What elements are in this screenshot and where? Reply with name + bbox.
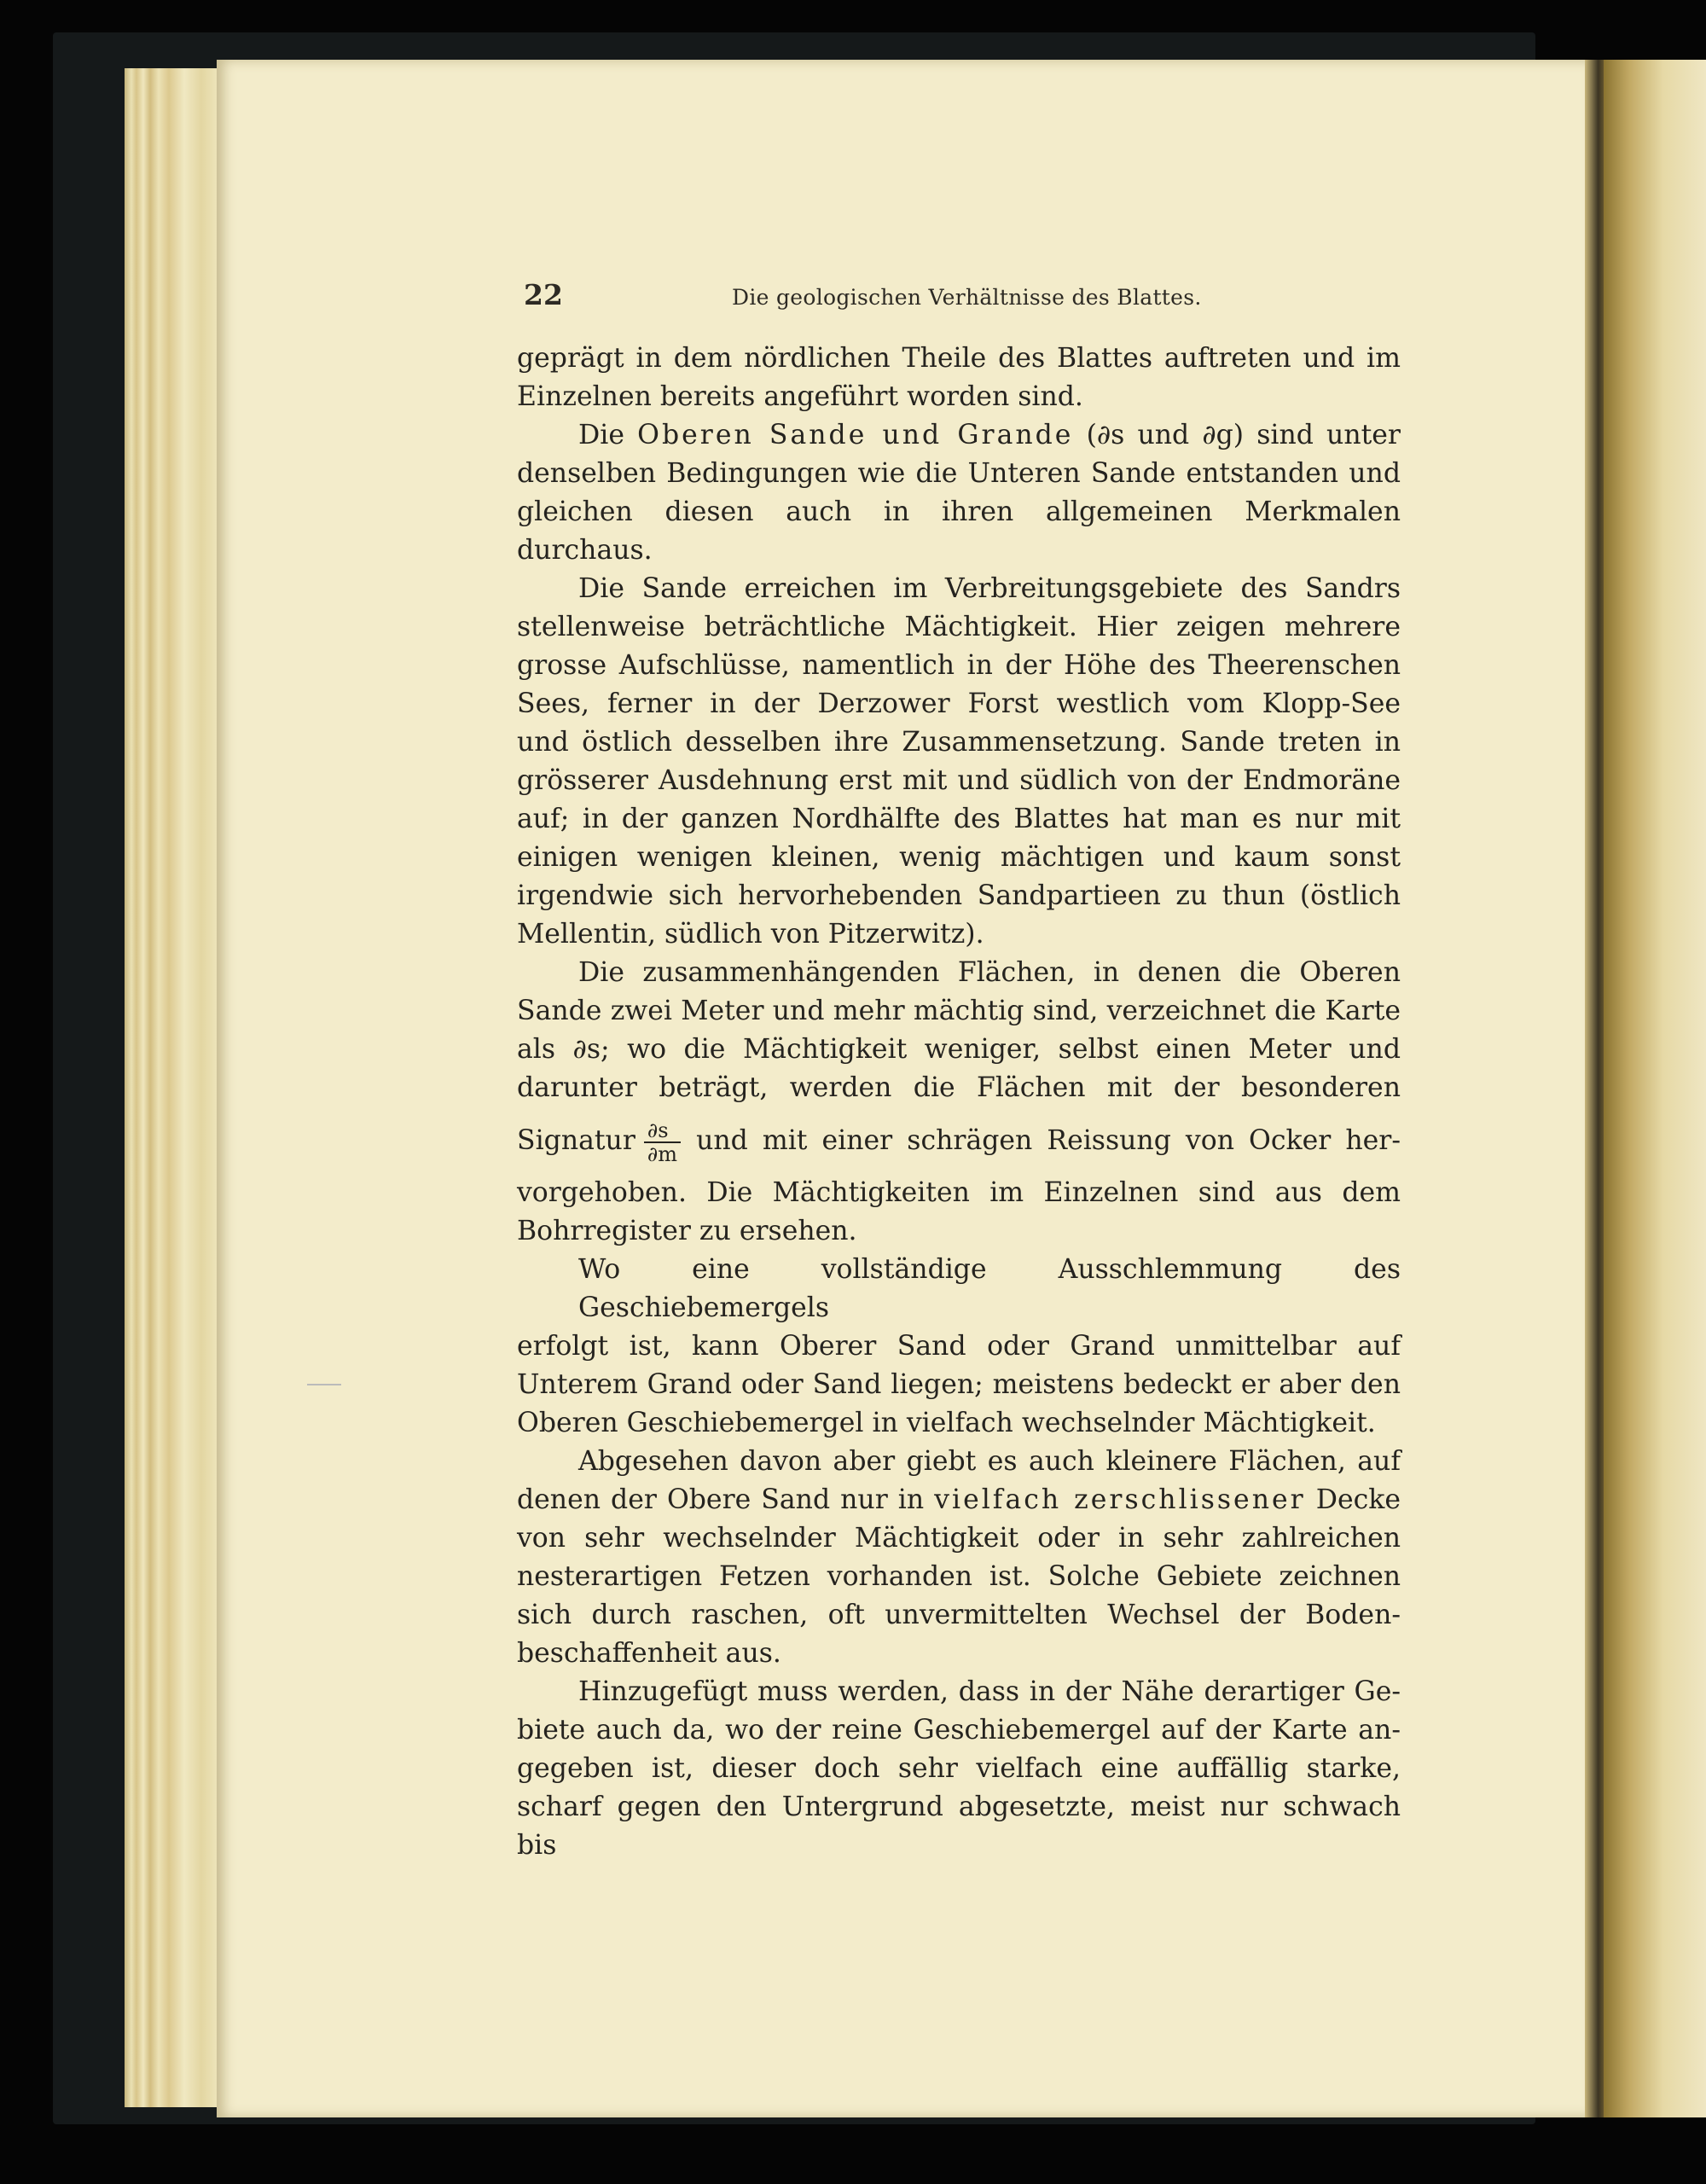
paragraph-4 — [517, 954, 1401, 1251]
text-line: vorgehoben. Die Mächtigkeiten im Einzelnen sind aus dem — [517, 1177, 1401, 1208]
text-line: beschaffenheit aus. — [517, 1638, 781, 1669]
margin-mark — [307, 1384, 341, 1385]
text-line: Sande zwei Meter und mehr mächtig sind, verzeichnet die Karte — [517, 996, 1401, 1026]
text-line: Sees, ferner in der Derzower Forst westlich vom Klopp-See — [517, 688, 1401, 719]
text-line: Abgesehen davon aber giebt es auch kleinere Flächen, auf — [578, 1446, 1401, 1477]
text-line: Einzelnen bereits angeführt worden sind. — [517, 381, 1083, 412]
text-line: biete auch da, wo der reine Geschiebemergel auf der Karte an- — [517, 1715, 1401, 1745]
text-line: Oberen Geschiebemergel in vielfach wechselnder Mächtigkeit. — [517, 1408, 1376, 1438]
text-line: darunter beträgt, werden die Flächen mit der besonderen — [517, 1072, 1401, 1103]
text-line: sich durch raschen, oft unvermittelten Wechsel der Boden- — [517, 1600, 1401, 1630]
signature-line — [517, 1107, 1401, 1174]
page-header — [520, 278, 1399, 316]
text-line — [517, 416, 1401, 455]
text-fragment: Decke — [1315, 1484, 1401, 1515]
paragraph-7 — [517, 1673, 1401, 1865]
text-line: und östlich desselben ihre Zusammensetzung. Sande treten in — [517, 727, 1401, 758]
text-line: nesterartigen Fetzen vorhanden ist. Solche Gebiete zeichnen — [517, 1561, 1401, 1592]
text-line: irgendwie sich hervorhebenden Sandpartieen zu thun (östlich — [517, 880, 1401, 911]
paragraph-5 — [517, 1251, 1401, 1443]
text-line: Die Sande erreichen im Verbreitungsgebiete des Sandrs — [578, 573, 1401, 604]
fraction-numerator: ∂s — [644, 1119, 681, 1143]
text-line: Wo eine vollständige Ausschlemmung des Geschiebemergels — [578, 1254, 1401, 1323]
text-line: grosse Aufschlüsse, namentlich in der Höhe des Theerenschen — [517, 650, 1401, 681]
text-line: geprägt in dem nördlichen Theile des Blattes auftreten und im — [517, 343, 1401, 374]
text-line — [517, 1481, 1401, 1519]
text-line: gegeben ist, dieser doch sehr vielfach eine auffällig starke, — [517, 1753, 1401, 1784]
body-text — [517, 340, 1401, 1865]
signature-label: Signatur — [517, 1125, 635, 1156]
spaced-term: vielfach zerschlissener — [934, 1484, 1306, 1515]
page-edges — [125, 68, 218, 2107]
text-line: gleichen diesen auch in ihren allgemeinen Merkmalen durchaus. — [517, 497, 1401, 566]
text-line: Die zusammenhängenden Flächen, in denen die Oberen — [578, 957, 1401, 988]
text-line: stellenweise beträchtliche Mächtigkeit. Hier zeigen mehrere — [517, 612, 1401, 642]
next-page-edge — [1604, 60, 1706, 2117]
fraction-denominator: ∂m — [647, 1141, 678, 1166]
paragraph-6 — [517, 1443, 1401, 1673]
text-line: grösserer Ausdehnung erst mit und südlich von der Endmoräne — [517, 765, 1401, 796]
page-number: 22 — [524, 278, 563, 311]
signature-fraction — [644, 1119, 681, 1165]
running-head: Die geologischen Verhältnisse des Blattes. — [732, 285, 1202, 310]
text-fragment: denen der Obere Sand nur in — [517, 1484, 925, 1515]
text-fragment: (∂s und ∂g) sind unter — [1086, 420, 1401, 450]
text-line: Bohrregister zu ersehen. — [517, 1216, 857, 1246]
text-line: Mellentin, südlich von Pitzerwitz). — [517, 919, 984, 950]
text-line: einigen wenigen kleinen, wenig mächtigen und kaum sonst — [517, 842, 1401, 873]
text-line: erfolgt ist, kann Oberer Sand oder Grand unmittelbar auf — [517, 1331, 1401, 1362]
text-fragment: Die — [578, 420, 624, 450]
text-line: auf; in der ganzen Nordhälfte des Blattes hat man es nur mit — [517, 804, 1401, 834]
text-line: als ∂s; wo die Mächtigkeit weniger, selbst einen Meter und — [517, 1034, 1401, 1065]
text-fragment: und mit einer schrägen Reissung von Ocker her- — [696, 1125, 1401, 1156]
text-line: Unterem Grand oder Sand liegen; meistens bedeckt er aber den — [517, 1369, 1401, 1400]
paragraph-3 — [517, 570, 1401, 954]
paragraph-1 — [517, 340, 1401, 416]
spaced-term: Oberen Sande und Grande — [637, 420, 1074, 450]
text-line: denselben Bedingungen wie die Unteren Sande entstanden und — [517, 458, 1401, 489]
text-line: Hinzugefügt muss werden, dass in der Nähe derartiger Ge- — [578, 1676, 1401, 1707]
text-line: scharf gegen den Untergrund abgesetzte, meist nur schwach bis — [517, 1792, 1401, 1861]
signature-line-content — [517, 1107, 1401, 1174]
text-line: von sehr wechselnder Mächtigkeit oder in sehr zahlreichen — [517, 1523, 1401, 1554]
paragraph-2 — [517, 416, 1401, 570]
